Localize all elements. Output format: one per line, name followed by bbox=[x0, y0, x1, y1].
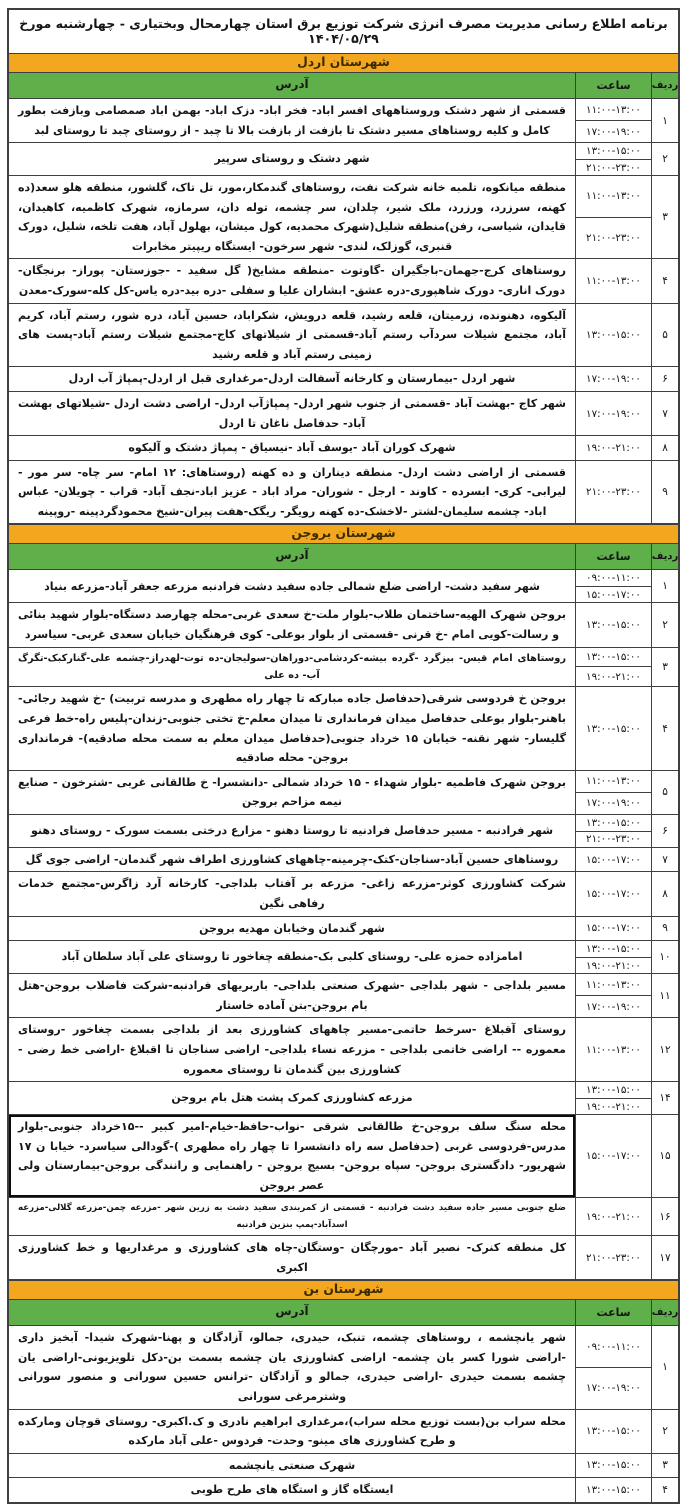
page bbox=[0, 8, 687, 1504]
table-row bbox=[9, 392, 678, 436]
row-number: ۱۶ bbox=[651, 1198, 678, 1235]
column-header-time: ساعت bbox=[575, 73, 651, 98]
row-number: ۱۱ bbox=[651, 974, 678, 1017]
row-number: ۸ bbox=[651, 436, 678, 460]
time-slot: ۱۷:۰۰-۱۹:۰۰ bbox=[586, 373, 641, 386]
row-number: ۲ bbox=[651, 1410, 678, 1453]
outage-schedule-document bbox=[7, 8, 680, 1504]
row-number: ۳ bbox=[651, 648, 678, 687]
row-number: ۱۴ bbox=[651, 1082, 678, 1114]
county-section bbox=[9, 524, 678, 1280]
address-cell: شهرک کوران آباد -یوسف آباد -نیسیاق - پمپاژ دشتک و آلیکوه bbox=[128, 441, 456, 455]
time-slot: ۱۳:۰۰-۱۵:۰۰ bbox=[586, 1459, 641, 1472]
address-cell: بروجن شهرک فاطمیه -بلوار شهداء - ۱۵ خرداد شمالی -دانشسرا- خ طالقانی غربی -شترخون - صنایع نیمه مزاحم بروجن bbox=[18, 775, 567, 809]
time-cell bbox=[575, 603, 651, 646]
time-cell bbox=[575, 1082, 651, 1114]
address-cell: آلیکوه، دهنونده، زرمیتان، قلعه رشید، قلعه درویش، شکراباد، حسین آباد، دره شور، رستم آباد، کریم آباد، مجتمع شیلات سردآب رستم آباد-قسمتی از شیلاتهای کاج-مجتمع شیلات رستم آباد-پست های زمینی رستم آباد و قلعه رشید bbox=[18, 308, 566, 361]
county-title: شهرستان بن bbox=[9, 1280, 678, 1300]
time-slot: ۲۱:۰۰-۲۳:۰۰ bbox=[576, 217, 651, 259]
time-slot: ۱۳:۰۰-۱۵:۰۰ bbox=[586, 145, 641, 158]
time-cell bbox=[575, 1326, 651, 1408]
time-slot: ۱۵:۰۰-۱۷:۰۰ bbox=[586, 853, 641, 866]
table-row bbox=[9, 974, 678, 1018]
time-cell bbox=[575, 99, 651, 142]
address-cell: مسیر بلداجی - شهر بلداجی -شهرک صنعتی بلداجی- باربریهای فرادنبه-شرکت فاضلاب بروجن-هتل بام بروجن-بتن آماده خاستار bbox=[18, 979, 566, 1012]
time-slot: ۱۷:۰۰-۱۹:۰۰ bbox=[576, 120, 651, 142]
time-slot: ۱۱:۰۰-۱۳:۰۰ bbox=[586, 775, 641, 788]
address-cell: امامزاده حمزه علی- روستای کلبی بک-منطقه چغاخور تا روستای علی آباد سلطان آباد bbox=[61, 950, 523, 964]
time-slot: ۱۳:۰۰-۱۵:۰۰ bbox=[586, 816, 641, 829]
table-row bbox=[9, 1115, 678, 1198]
time-slot: ۱۳:۰۰-۱۵:۰۰ bbox=[586, 1084, 641, 1097]
row-number: ۱۷ bbox=[651, 1236, 678, 1279]
address-cell: روستاهای امام قیس- بیزگرد -گرده بیشه-کردشامی-دوراهان-سولیجان-ده توت-لهدراز-چشمه علی-گنارکبک-تگرگ آب- ده علی bbox=[18, 652, 566, 681]
table-row bbox=[9, 815, 678, 848]
table-row bbox=[9, 771, 678, 815]
table-row bbox=[9, 648, 678, 688]
table-row bbox=[9, 941, 678, 974]
row-number: ۳ bbox=[651, 1454, 678, 1478]
address-cell: روستاهای کرج-جهمان-باجگیران -گاوتوت -منطقه مشایخ( گل سفید - -جوزستان- پوراز- برنجگان- دورک اناری- دورک شاهپوری-دره عشق- ابشاران علیا و سفلی -دره بید-دره یاس-کل کله-سورک-معدن bbox=[18, 264, 566, 298]
time-slot: ۱۵:۰۰-۱۷:۰۰ bbox=[576, 586, 651, 602]
address-cell: مزرعه کشاورزی کمرک پشت هتل بام بروجن bbox=[171, 1091, 413, 1105]
county-section bbox=[9, 54, 678, 524]
address-cell: شرکت کشاورزی کوثر-مزرعه زاغی- مزرعه بر آفتاب بلداجی- کارخانه آرد زاگرس-مجتمع خدمات رفاهی نگین bbox=[18, 877, 566, 911]
table-row bbox=[9, 99, 678, 143]
time-slot: ۱۳:۰۰-۱۵:۰۰ bbox=[586, 618, 641, 631]
time-slot: ۱۷:۰۰-۱۹:۰۰ bbox=[576, 995, 651, 1017]
address-cell: شهر فرادنبه - مسیر حدفاصل فرادنیه تا روستا دهنو - مزارع درختی بسمت سورک - روستای دهنو bbox=[30, 824, 554, 838]
address-cell: شهر یانچشمه ، روستاهای چشمه، تنبک، حیدری، جمالو، آزادگان و پهنا-شهرک شیدا- آبخیز داری -اراضی شورا کسر یان چشمه- اراضی کشاورزی یان چشمه بسمت بن-دکل تلویزیونی-اراضی یان چشمه بسمت حیدری -اراضی حیدری، جمالو و آزادگان -ترانس حسین سورانی و منصور سورانی وشترمرغی سورانی bbox=[18, 1331, 566, 1403]
table-row bbox=[9, 1236, 678, 1279]
row-number: ۱ bbox=[651, 570, 678, 602]
time-slot: ۰۹:۰۰-۱۱:۰۰ bbox=[586, 572, 641, 585]
rows-container bbox=[9, 99, 678, 523]
document-title: برنامه اطلاع رسانی مدیریت مصرف انرژی شرکت توزیع برق استان چهارمحال وبختیاری - چهارشنبه مورخ ۱۴۰۴/۰۵/۲۹ bbox=[9, 10, 678, 54]
address-cell: محله سراب بن(بست توزیع محله سراب)،مرغداری ابراهیم نادری و ک.اکبری- روستای قوچان ومارکده و طرح کشاورزی های مینو- وحدت- فردوس -علی آباد مارکده bbox=[18, 1414, 566, 1448]
time-slot: ۱۹:۰۰-۲۱:۰۰ bbox=[576, 666, 651, 686]
time-cell bbox=[575, 974, 651, 1017]
time-slot: ۱۹:۰۰-۲۱:۰۰ bbox=[576, 1098, 651, 1114]
column-header-row-number: ردیف bbox=[651, 1300, 678, 1325]
time-cell bbox=[575, 872, 651, 915]
time-cell bbox=[575, 1236, 651, 1279]
address-cell: منطقه میانکوه، تلمبه خانه شرکت نفت، روستاهای گندمکار،مور، تل تاک، گلشور، منطقه هلو سعد(ده کهنه، سرزرد، ورزرد، ملک شیر، چلدان، سر چشمه، توله دان، سرمازه، شهرک کاظمیه، کاهیدان، قایدان، شیاسی، رفن)منطقه شلیل(شهرک محمدیه، کول میشان، بهلول آباد، هفت تلخه، شلیل، دورک قنبری، گوزلک، لندی- شهر سرخون- ایستگاه ریپیتر مخابرات bbox=[18, 181, 566, 253]
time-cell bbox=[575, 259, 651, 302]
time-cell bbox=[575, 917, 651, 941]
row-number: ۴ bbox=[651, 259, 678, 302]
time-cell bbox=[575, 771, 651, 814]
column-header-row-number: ردیف bbox=[651, 544, 678, 569]
address-cell: ضلع جنوبی مسیر جاده سفید دشت فرادنبه - قسمتی از کمربندی سفید دشت به زرین شهر -مزرعه چمن-مزرعه گلالی-مزرعه اسدآباد-پمپ بنزین فرادنبه bbox=[18, 1203, 566, 1230]
time-slot: ۱۱:۰۰-۱۳:۰۰ bbox=[586, 190, 641, 203]
time-slot: ۱۹:۰۰-۲۱:۰۰ bbox=[576, 957, 651, 973]
time-slot: ۱۹:۰۰-۲۱:۰۰ bbox=[586, 441, 641, 454]
time-slot: ۱۳:۰۰-۱۵:۰۰ bbox=[586, 943, 641, 956]
table-row bbox=[9, 687, 678, 770]
time-slot: ۱۷:۰۰-۱۹:۰۰ bbox=[586, 407, 641, 420]
row-number: ۲ bbox=[651, 603, 678, 646]
row-number: ۳ bbox=[651, 176, 678, 258]
row-number: ۸ bbox=[651, 872, 678, 915]
time-cell bbox=[575, 176, 651, 258]
table-row bbox=[9, 917, 678, 942]
address-cell: روستاهای حسین آباد-سناجان-کتک-چرمینه-چاههای کشاورزی اطراف شهر گندمان- اراضی جوی گل bbox=[25, 852, 559, 866]
table-row bbox=[9, 367, 678, 392]
address-cell: شهر سفید دشت- اراضی ضلع شمالی جاده سفید دشت فرادنبه مزرعه جعفر آباد-مزرعه بنیاد bbox=[44, 579, 540, 593]
column-header-address: آدرس bbox=[275, 1304, 309, 1319]
sections-container bbox=[9, 54, 678, 1502]
address-cell: بروجن شهرک الهیه-ساختمان طلاب-بلوار ملت-خ سعدی غربی-محله چهارصد دستگاه-بلوار شهید بنائی و رسالت-کویی امام -خ قرنی -قسمتی از بلوار بوعلی- کوی فرهنگیان خیابان سعدی غربی- سیاسرد bbox=[18, 608, 566, 641]
address-cell: بروجن خ فردوسی شرقی(حدفاصل جاده مبارکه تا چهار راه مطهری و مدرسه تربیت) -خ شهید رجائی-باهنر-بلوار بوعلی حدفاصل میدان فرمانداری تا میدان معلم-خ تختی جنوبی-زندان-پلیس راه-خط فرعی گلیسار- شهر نقنه- خیابان ۱۵ خرداد جنوبی(حدفاصل میدان معلم به سمت محله صادقیه)- فرمانداری بروجن- محله صادقیه bbox=[18, 692, 567, 765]
row-number: ۲ bbox=[651, 143, 678, 175]
county-title: شهرستان بروجن bbox=[9, 524, 678, 544]
time-slot: ۱۵:۰۰-۱۷:۰۰ bbox=[586, 922, 641, 935]
time-slot: ۱۳:۰۰-۱۵:۰۰ bbox=[586, 1484, 641, 1497]
table-row bbox=[9, 176, 678, 259]
time-slot: ۱۳:۰۰-۱۵:۰۰ bbox=[586, 722, 641, 735]
time-cell bbox=[575, 1410, 651, 1453]
table-row bbox=[9, 143, 678, 176]
time-slot: ۱۳:۰۰-۱۵:۰۰ bbox=[586, 651, 641, 663]
address-cell: روستای آقبلاغ -سرخط حاتمی-مسیر چاههای کشاورزی بعد از بلداجی بسمت چغاخور -روستای معموره -- اراضی خاتمی بلداجی - مزرعه نساء بلداجی- اراضی سناجان تا اقبلاغ -اراضی خط رضی - کشاورزی بین گندمان تا روستای معموره bbox=[18, 1023, 566, 1076]
time-cell bbox=[575, 1018, 651, 1081]
column-header-address: آدرس bbox=[275, 77, 309, 91]
time-cell bbox=[575, 648, 651, 687]
table-row bbox=[9, 570, 678, 603]
table-row bbox=[9, 872, 678, 916]
time-cell bbox=[575, 848, 651, 872]
address-cell: کل منطقه کنرک- نصیر آباد -مورچگان -وستگان-چاه های کشاورزی و مرغداریها و خط کشاورزی اکبری bbox=[18, 1241, 566, 1274]
address-cell: ایستگاه گاز و استگاه های طرح طوبی bbox=[190, 1483, 394, 1497]
table-header-row bbox=[9, 1300, 678, 1326]
time-cell bbox=[575, 1454, 651, 1478]
address-cell: شهر دشتک و روستای سرپیر bbox=[214, 152, 370, 166]
row-number: ۱۵ bbox=[651, 1115, 678, 1197]
time-slot: ۱۳:۰۰-۱۵:۰۰ bbox=[586, 1425, 641, 1438]
table-row bbox=[9, 603, 678, 647]
table-row bbox=[9, 436, 678, 461]
time-cell bbox=[575, 687, 651, 769]
table-row bbox=[9, 1326, 678, 1409]
rows-container bbox=[9, 1326, 678, 1502]
time-cell bbox=[575, 570, 651, 602]
row-number: ۱۰ bbox=[651, 941, 678, 973]
row-number: ۶ bbox=[651, 815, 678, 847]
row-number: ۱ bbox=[651, 1326, 678, 1408]
column-header-time: ساعت bbox=[575, 1300, 651, 1325]
table-row bbox=[9, 848, 678, 873]
row-number: ۵ bbox=[651, 771, 678, 814]
address-cell: محله سنگ سلف بروجن-خ طالقانی شرقی -نواب-حافظ-خیام-امیر کبیر --۱۵خرداد جنوبی-بلوار مدرس-فردوسی غربی (حدفاصل سه راه دانشسرا تا چهار راه مطهری )-گودالی سیاسرد- خیابا ن ۱۷ شهریور- دادگستری بروجن- سپاه بروجن- بسیج بروجن - راهنمایی و رانندگی بروجن-بیمارستان ولی عصر بروجن bbox=[9, 1115, 575, 1197]
time-slot: ۱۳:۰۰-۱۵:۰۰ bbox=[586, 328, 641, 341]
table-row bbox=[9, 1198, 678, 1236]
row-number: ۴ bbox=[651, 1478, 678, 1502]
time-cell bbox=[575, 143, 651, 175]
table-row bbox=[9, 1454, 678, 1479]
table-row bbox=[9, 1082, 678, 1115]
time-slot: ۱۷:۰۰-۱۹:۰۰ bbox=[576, 1367, 651, 1409]
time-cell bbox=[575, 367, 651, 391]
table-row bbox=[9, 1478, 678, 1502]
time-slot: ۰۹:۰۰-۱۱:۰۰ bbox=[586, 1340, 641, 1353]
address-cell: قسمتی از شهر دشتک وروستاههای افسر اباد- فخر اباد- دزک اباد- بهمن اباد صمصامی وبازفت بطور کامل و کلیه روستاهای مسیر دشتک تا بازفت از بازفت بالا تا چبد - از روستای چبد تا روستای لبد bbox=[18, 103, 566, 137]
row-number: ۹ bbox=[651, 917, 678, 941]
county-title: شهرستان اردل bbox=[9, 54, 678, 73]
time-cell bbox=[575, 1115, 651, 1197]
address-cell: شهرک صنعتی یانچشمه bbox=[228, 1458, 356, 1472]
address-cell: شهر اردل -بیمارستان و کارخانه آسفالت اردل-مرغداری قبل از اردل-پمپاژ آب اردل bbox=[68, 372, 516, 386]
time-slot: ۲۱:۰۰-۲۳:۰۰ bbox=[586, 1251, 641, 1264]
time-cell bbox=[575, 436, 651, 460]
time-cell bbox=[575, 392, 651, 435]
time-slot: ۲۱:۰۰-۲۳:۰۰ bbox=[586, 486, 641, 499]
column-header-time: ساعت bbox=[575, 544, 651, 569]
time-slot: ۱۱:۰۰-۱۳:۰۰ bbox=[586, 103, 641, 116]
time-cell bbox=[575, 1478, 651, 1502]
time-cell bbox=[575, 304, 651, 367]
table-header-row bbox=[9, 73, 678, 99]
time-slot: ۱۹:۰۰-۲۱:۰۰ bbox=[586, 1210, 641, 1223]
table-row bbox=[9, 304, 678, 368]
county-section bbox=[9, 1280, 678, 1502]
row-number: ۱۲ bbox=[651, 1018, 678, 1081]
address-cell: شهر گندمان وخیابان مهدیه بروجن bbox=[199, 921, 385, 935]
time-slot: ۱۱:۰۰-۱۳:۰۰ bbox=[586, 275, 641, 288]
column-header-address: آدرس bbox=[275, 548, 309, 563]
time-slot: ۱۷:۰۰-۱۹:۰۰ bbox=[576, 792, 651, 814]
time-cell bbox=[575, 941, 651, 973]
time-slot: ۱۱:۰۰-۱۳:۰۰ bbox=[586, 978, 641, 991]
row-number: ۴ bbox=[651, 687, 678, 769]
table-header-row bbox=[9, 544, 678, 570]
row-number: ۱ bbox=[651, 99, 678, 142]
address-cell: شهر کاج -بهشت آباد -قسمتی از جنوب شهر اردل- پمپاژآب اردل- اراضی دشت اردل -شیلاتهای بهشت آباد- حدفاصل ناغان تا اردل bbox=[18, 396, 566, 430]
column-header-row-number: ردیف bbox=[651, 73, 678, 98]
address-cell: قسمتی از اراضی دشت اردل- منطقه دیناران و ده کهنه (روستاهای: ۱۲ امام- سر چاه- سر مور - لیرابی- کری- ابسرده - کاوند - ارجل - شوران- مراد اباد - عزیز اباد-نجف آباد- قراب - چویلان- عباس اباد- چشمه سلیمان-لشتر -لاخشک-ده کهنه رویگر- ریگک-هفت پیران-شیخ محمودگردپینه -روپینه bbox=[18, 465, 566, 518]
row-number: ۷ bbox=[651, 392, 678, 435]
table-row bbox=[9, 1410, 678, 1454]
row-number: ۶ bbox=[651, 367, 678, 391]
table-row bbox=[9, 461, 678, 524]
time-slot: ۲۱:۰۰-۲۳:۰۰ bbox=[576, 159, 651, 175]
time-slot: ۱۵:۰۰-۱۷:۰۰ bbox=[586, 1150, 641, 1163]
time-cell bbox=[575, 815, 651, 847]
rows-container bbox=[9, 570, 678, 1279]
table-row bbox=[9, 1018, 678, 1082]
row-number: ۹ bbox=[651, 461, 678, 524]
table-row bbox=[9, 259, 678, 303]
time-slot: ۱۱:۰۰-۱۳:۰۰ bbox=[586, 1043, 641, 1056]
row-number: ۷ bbox=[651, 848, 678, 872]
row-number: ۵ bbox=[651, 304, 678, 367]
time-cell bbox=[575, 1198, 651, 1235]
time-slot: ۲۱:۰۰-۲۳:۰۰ bbox=[576, 831, 651, 847]
time-slot: ۱۵:۰۰-۱۷:۰۰ bbox=[586, 888, 641, 901]
time-cell bbox=[575, 461, 651, 524]
